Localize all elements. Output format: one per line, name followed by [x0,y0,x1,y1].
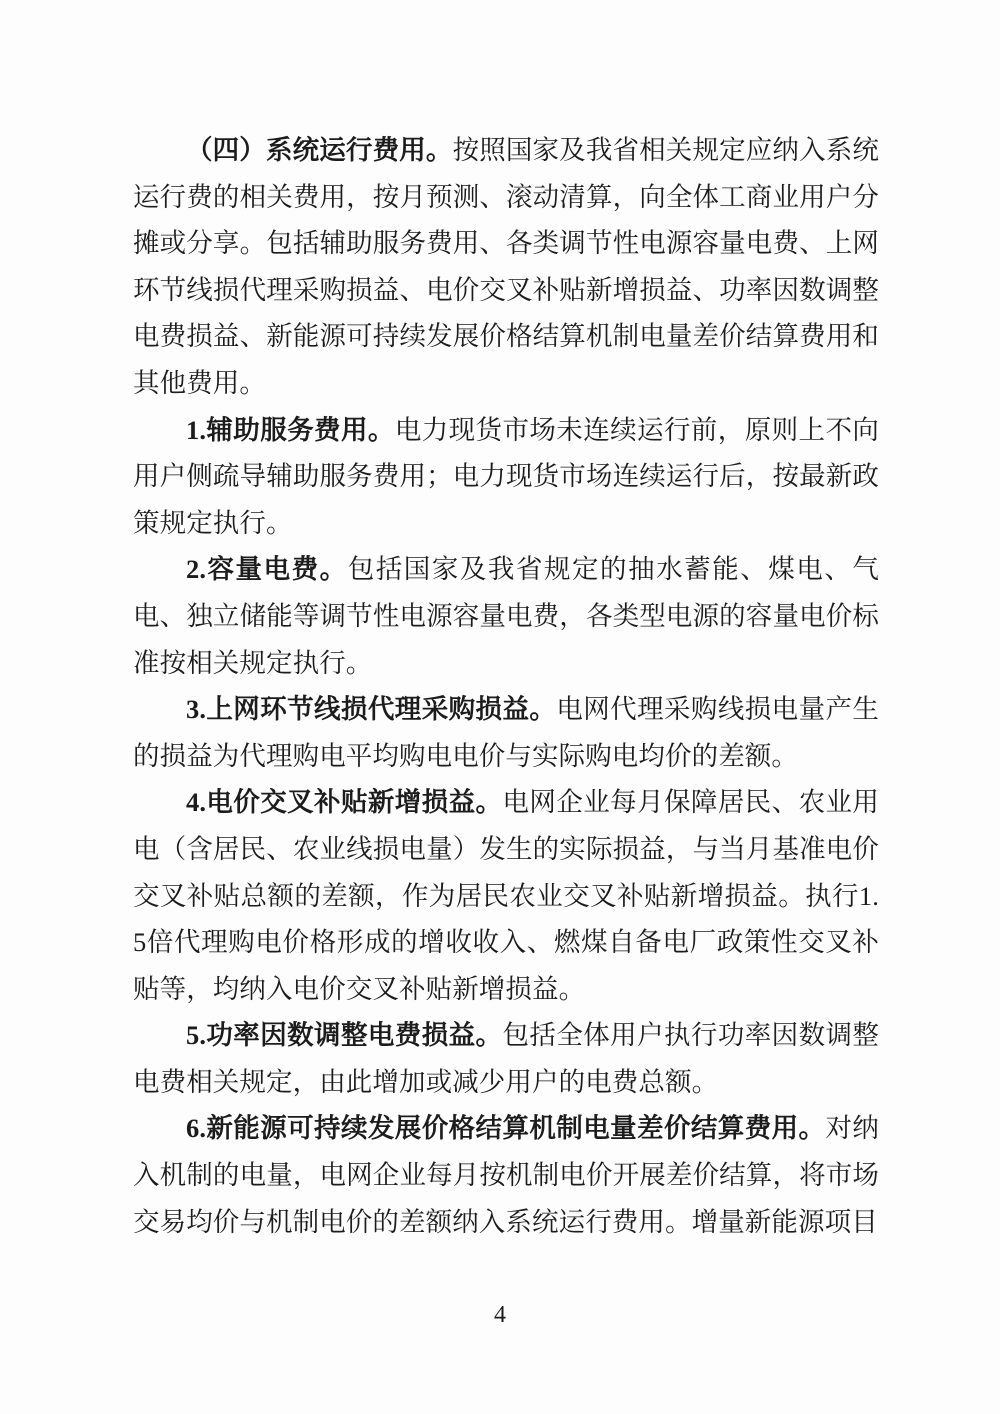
paragraph-ancillary-service-fee [133,407,879,547]
paragraph-power-factor-adjustment [133,1012,879,1105]
paragraph-text: 按照国家及我省相关规定应纳入系统运行费的相关费用，按月预测、滚动清算，向全体工商业用户分摊或分享。包括辅助服务费用、各类调节性电源容量电费、上网环节线损代理采购损益、电价交叉补贴新增损益、功率因数调整电费损益、新能源可持续发展价格结算机制电量差价结算费用和其他费用。 [133,135,879,398]
paragraph-line-loss-procurement [133,686,879,779]
document-body [133,127,879,1245]
paragraph-lead: 5.功率因数调整电费损益。 [186,1020,503,1051]
paragraph-cross-subsidy [133,779,879,1012]
paragraph-lead: 2.容量电费。 [186,554,348,585]
paragraph-text: 电网代理采购线损电量产生的损益为代理购电平均购电电价与实际购电均价的差额。 [133,694,879,771]
paragraph-text: 对纳入机制的电量，电网企业每月按机制电价开展差价结算，将市场交易均价与机制电价的差额纳入系统运行费用。增量新能源项目 [133,1113,880,1237]
paragraph-lead: 1.辅助服务费用。 [186,414,395,445]
paragraph-text: 包括国家及我省规定的抽水蓄能、煤电、气电、独立储能等调节性电源容量电费，各类型电源的容量电价标准按相关规定执行。 [133,554,880,678]
paragraph-lead: 4.电价交叉补贴新增损益。 [186,787,503,818]
paragraph-text: 电力现货市场未连续运行前，原则上不向用户侧疏导辅助服务费用；电力现货市场连续运行后，按最新政策规定执行。 [133,414,879,538]
paragraph-renewable-settlement-mechanism [133,1105,879,1245]
page-number: 4 [494,1302,506,1328]
paragraph-capacity-charge [133,546,879,686]
paragraph-text: 包括全体用户执行功率因数调整电费相关规定，由此增加或减少用户的电费总额。 [133,1020,879,1097]
paragraph-system-operation-fee [133,127,879,407]
paragraph-lead: （四）系统运行费用。 [186,135,453,165]
paragraph-lead: 3.上网环节线损代理采购损益。 [186,694,557,725]
paragraph-lead: 6.新能源可持续发展价格结算机制电量差价结算费用。 [186,1113,826,1144]
paragraph-text: 电网企业每月保障居民、农业用电（含居民、农业线损电量）发生的实际损益，与当月基准电价交叉补贴总额的差额，作为居民农业交叉补贴新增损益。执行1.5倍代理购电价格形成的增收收入、燃煤自备电厂政策性交叉补贴等，均纳入电价交叉补贴新增损益。 [133,787,879,1004]
